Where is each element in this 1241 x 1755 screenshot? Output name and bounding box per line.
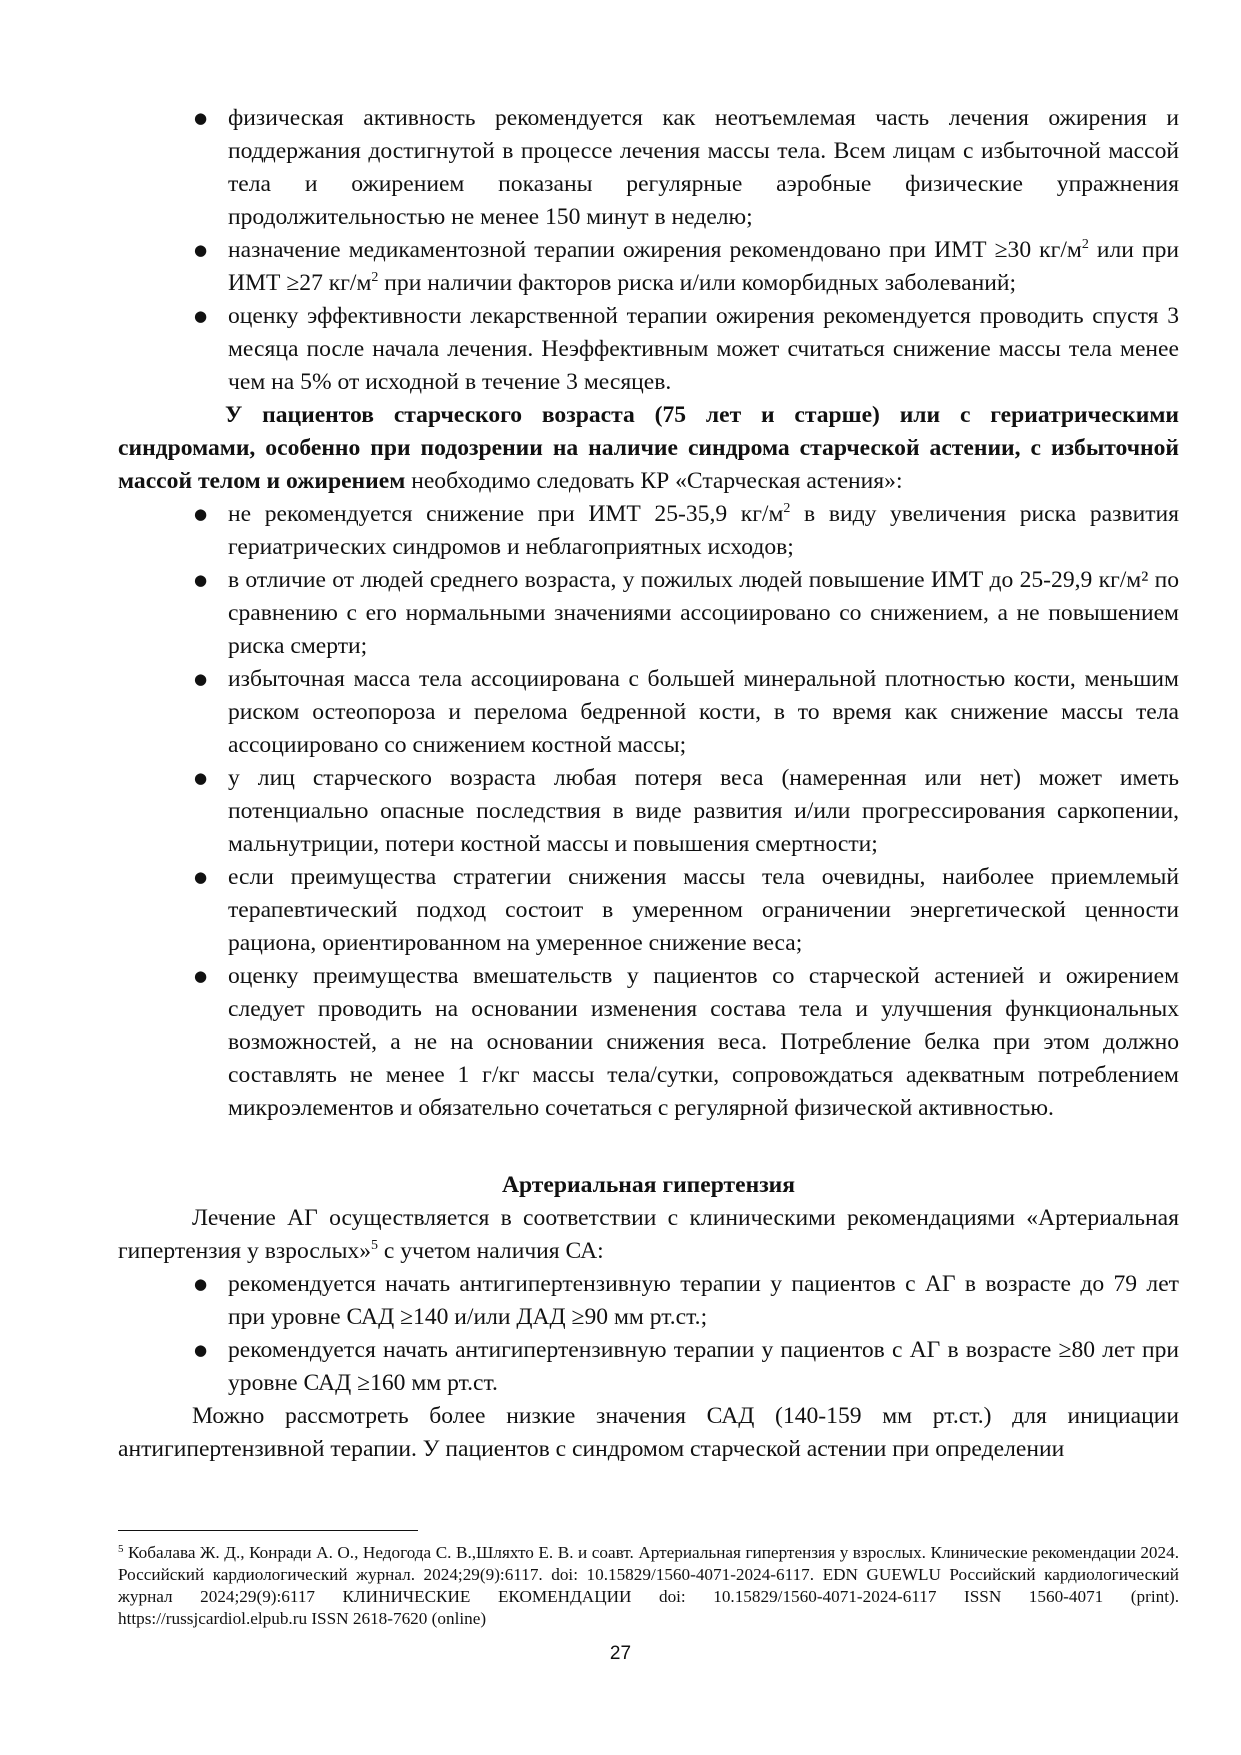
bullet-icon: ● bbox=[194, 769, 208, 787]
list-item: ● рекомендуется начать антигипертензивную терапии у пациентов с АГ в возрасте ≥80 лет при уровне САД ≥160 мм рт.ст. bbox=[118, 1334, 1179, 1400]
footnote-mark: 5 bbox=[118, 1543, 124, 1555]
footnote-text: Кобалава Ж. Д., Конради А. О., Недогода С. В.,Шляхто Е. В. и соавт. Артериальная гипертензия у взрослых. Клинические рекомендации 2024. Российский кардиологический журнал. 2024;29(9):6117. doi: 10.15829/1560-4071-2024-6117. EDN GUEWLU Российский кардиологический журнал 2024;29(9):6117 КЛИНИЧЕСКИЕ ЕКОМЕНДАЦИИ doi: 10.15829/1560-4071-2024-6117 ISSN 1560-4071 (print). https://russjcardiol.elpub.ru ISSN 2618-7620 (online) bbox=[118, 1543, 1179, 1628]
footnote bbox=[118, 1542, 1179, 1630]
list-item: ● избыточная масса тела ассоциирована с большей минеральной плотностью кости, меньшим риском остеопороза и перелома бедренной кости, в то время как снижение массы тела ассоциировано со снижением костной массы; bbox=[118, 663, 1179, 762]
list-item: ● назначение медикаментозной терапии ожирения рекомендовано при ИМТ ≥30 $кг/м^2$ или при ИМТ ≥27 $кг/м^2$ при наличии факторов риска и/или коморбидных заболеваний; bbox=[118, 234, 1179, 300]
hypertension-list bbox=[118, 1268, 1179, 1400]
bullet-icon: ● bbox=[194, 571, 208, 589]
list-item: ● оценку эффективности лекарственной терапии ожирения рекомендуется проводить спустя 3 месяца после начала лечения. Неэффективным может считаться снижение массы тела менее чем на 5% от исходной в течение 3 месяцев. bbox=[118, 300, 1179, 399]
obesity-therapy-list bbox=[118, 102, 1179, 399]
body-text bbox=[118, 102, 1179, 1466]
list-item: ● физическая активность рекомендуется как неотъемлемая часть лечения ожирения и поддержания достигнутой в процессе лечения массы тела. Всем лицам с избыточной массой тела и ожирением показаны регулярные аэробные физические упражнения продолжительностью не менее 150 минут в неделю; bbox=[118, 102, 1179, 234]
section-heading: Артериальная гипертензия bbox=[501, 1172, 796, 1198]
bullet-icon: ● bbox=[194, 1275, 208, 1293]
list-item: ● в отличие от людей среднего возраста, у пожилых людей повышение ИМТ до 25-29,9 кг/м² по сравнению с его нормальными значениями ассоциировано со снижением, а не повышением риска смерти; bbox=[118, 564, 1179, 663]
bullet-icon: ● bbox=[194, 670, 208, 688]
list-item: ● рекомендуется начать антигипертензивную терапии у пациентов с АГ в возрасте до 79 лет при уровне САД ≥140 и/или ДАД ≥90 мм рт.ст.; bbox=[118, 1268, 1179, 1334]
bullet-icon: ● bbox=[194, 868, 208, 886]
bullet-icon: ● bbox=[194, 505, 208, 523]
bullet-icon: ● bbox=[194, 967, 208, 985]
page-number: 27 bbox=[609, 1643, 632, 1664]
list-item: ● если преимущества стратегии снижения массы тела очевидны, наиболее приемлемый терапевтический подход состоит в умеренном ограничении энергетической ценности рациона, ориентированном на умеренное снижение веса; bbox=[118, 861, 1179, 960]
bullet-icon: ● bbox=[194, 307, 208, 325]
list-item: ● оценку преимущества вмешательств у пациентов со старческой астенией и ожирением следует проводить на основании изменения состава тела и улучшения функциональных возможностей, а не на основании снижения веса. Потребление белка при этом должно составлять не менее 1 г/кг массы тела/сутки, сопровождаться адекватным потреблением микроэлементов и обязательно сочетаться с регулярной физической активностью. bbox=[118, 960, 1179, 1125]
spacer bbox=[118, 1125, 1179, 1158]
list-item: ● не рекомендуется снижение при ИМТ 25-35,9 $кг/м^2$ в виду увеличения риска развития гериатрических синдромов и неблагоприятных исходов; bbox=[118, 498, 1179, 564]
bullet-icon: ● bbox=[194, 109, 208, 127]
elderly-recommendations-list bbox=[118, 498, 1179, 1125]
footnote-separator bbox=[118, 1530, 418, 1531]
bullet-icon: ● bbox=[194, 241, 208, 259]
list-item: ● у лиц старческого возраста любая потеря веса (намеренная или нет) может иметь потенциально опасные последствия в виде развития и/или прогрессирования саркопении, мальнутриции, потери костной массы и повышения смертности; bbox=[118, 762, 1179, 861]
footnote-reference[interactable]: 5 bbox=[371, 1238, 379, 1253]
elderly-patients-paragraph: У пациентов старческого возраста (75 лет и старше) или с гериатрическими синдромами, особенно при подозрении на наличие синдрома старческой астении, с избыточной массой телом и ожирением необходимо следовать КР «Старческая астения»: bbox=[118, 402, 1179, 494]
hypertension-paragraph: Лечение АГ осуществляется в соответствии с клиническими рекомендациями «Артериальная гипертензия у взрослых»$^5$ с учетом наличия СА: bbox=[118, 1205, 1179, 1264]
bullet-icon: ● bbox=[194, 1341, 208, 1359]
closing-paragraph: Можно рассмотреть более низкие значения САД (140-159 мм рт.ст.) для инициации антигипертензивной терапии. У пациентов с синдромом старческой астении при определении bbox=[118, 1403, 1179, 1462]
elderly-bold-lead: У пациентов старческого возраста (75 лет и старше) или с гериатрическими синдромами, особенно при подозрении на наличие синдрома старческой астении, с избыточной массой телом и ожирением bbox=[118, 402, 1179, 494]
